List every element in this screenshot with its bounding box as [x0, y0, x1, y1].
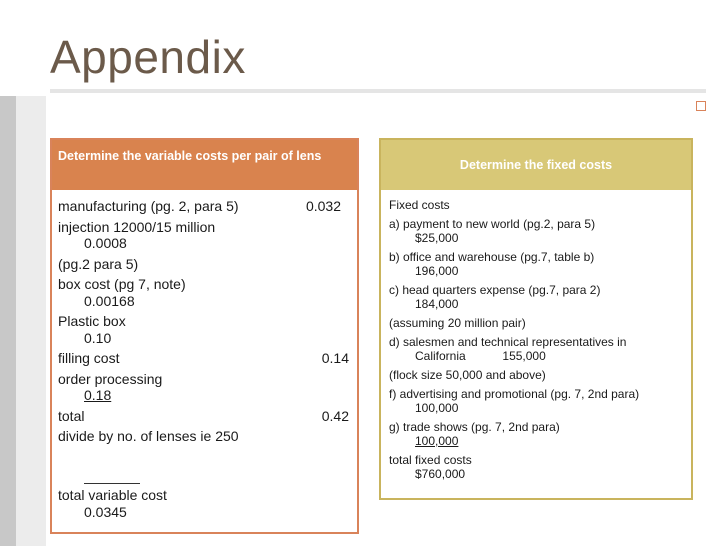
corner-square-icon: [696, 101, 706, 111]
row-label: injection 12000/15 million: [58, 218, 216, 235]
row-value: 184,000: [415, 297, 459, 311]
row-value: 0.42: [321, 407, 349, 424]
row-label: Plastic box: [58, 313, 126, 329]
row-label: (pg.2 para 5): [58, 255, 139, 272]
list-item: [58, 408, 351, 429]
left-decorative-strip-dark: [0, 96, 16, 546]
row-label: (assuming 20 million pair): [389, 316, 526, 330]
list-item: [389, 420, 683, 453]
list-item: [389, 387, 683, 420]
row-label: total: [58, 407, 85, 424]
list-item: [58, 256, 351, 277]
row-label: total fixed costs: [389, 453, 472, 467]
list-item: [389, 283, 683, 316]
row-label: Fixed costs: [389, 198, 450, 212]
row-value: 0.18: [84, 387, 112, 403]
row-value: 0.0345: [84, 503, 127, 520]
row-label: d) salesmen and technical representatives in: [389, 335, 627, 349]
row-value: 0.00168: [84, 292, 135, 309]
slide-title: Appendix: [50, 31, 246, 83]
row-value: 100,000: [415, 434, 459, 448]
row-value: 0.032: [305, 198, 341, 214]
underline-divider: [84, 473, 140, 484]
list-item: [58, 313, 351, 350]
title-divider: [50, 89, 706, 93]
list-item: [58, 350, 351, 371]
row-label: box cost (pg 7, note): [58, 276, 186, 292]
list-item: [389, 316, 683, 335]
row-value: 0.0008: [84, 235, 127, 251]
row-value: 0.10: [84, 329, 112, 346]
list-item: [58, 198, 351, 219]
row-sub-label: California: [415, 349, 466, 363]
list-item: [58, 276, 351, 313]
row-label: filling cost: [58, 350, 120, 366]
list-item: [389, 453, 683, 486]
row-value: 155,000: [502, 349, 546, 363]
fixed-costs-body: [381, 194, 691, 486]
row-label: divide by no. of lenses ie 250: [58, 428, 239, 444]
row-value: 100,000: [415, 401, 459, 415]
row-value: 0.14: [321, 350, 349, 366]
list-item: [389, 198, 683, 217]
row-label: total variable cost: [58, 487, 167, 503]
list-item: [389, 368, 683, 387]
list-item: [58, 371, 351, 408]
list-item: [389, 217, 683, 250]
row-label: c) head quarters expense (pg.7, para 2): [389, 283, 601, 297]
row-label: a) payment to new world (pg.2, para 5): [389, 217, 596, 231]
list-item: [389, 335, 683, 368]
divider-line: [58, 471, 351, 488]
row-value: $760,000: [415, 467, 466, 481]
variable-costs-header: Determine the variable costs per pair of lens: [52, 140, 357, 190]
list-item: [58, 219, 351, 256]
list-item: [58, 487, 351, 524]
row-label: f) advertising and promotional (pg. 7, 2nd para): [389, 387, 640, 401]
row-value: $25,000: [415, 231, 459, 245]
fixed-costs-panel: [379, 138, 693, 500]
row-label: (flock size 50,000 and above): [389, 368, 546, 382]
variable-costs-panel: [50, 138, 359, 534]
row-value-group: [389, 349, 683, 363]
row-label: manufacturing (pg. 2, para 5): [58, 198, 239, 214]
list-item: [389, 250, 683, 283]
list-item: [58, 428, 351, 471]
row-value: 196,000: [415, 264, 459, 278]
row-label: order processing: [58, 370, 163, 387]
row-label: g) trade shows (pg. 7, 2nd para): [389, 420, 560, 434]
row-label: b) office and warehouse (pg.7, table b): [389, 250, 595, 264]
fixed-costs-header: Determine the fixed costs: [381, 140, 691, 190]
variable-costs-body: [52, 194, 357, 524]
